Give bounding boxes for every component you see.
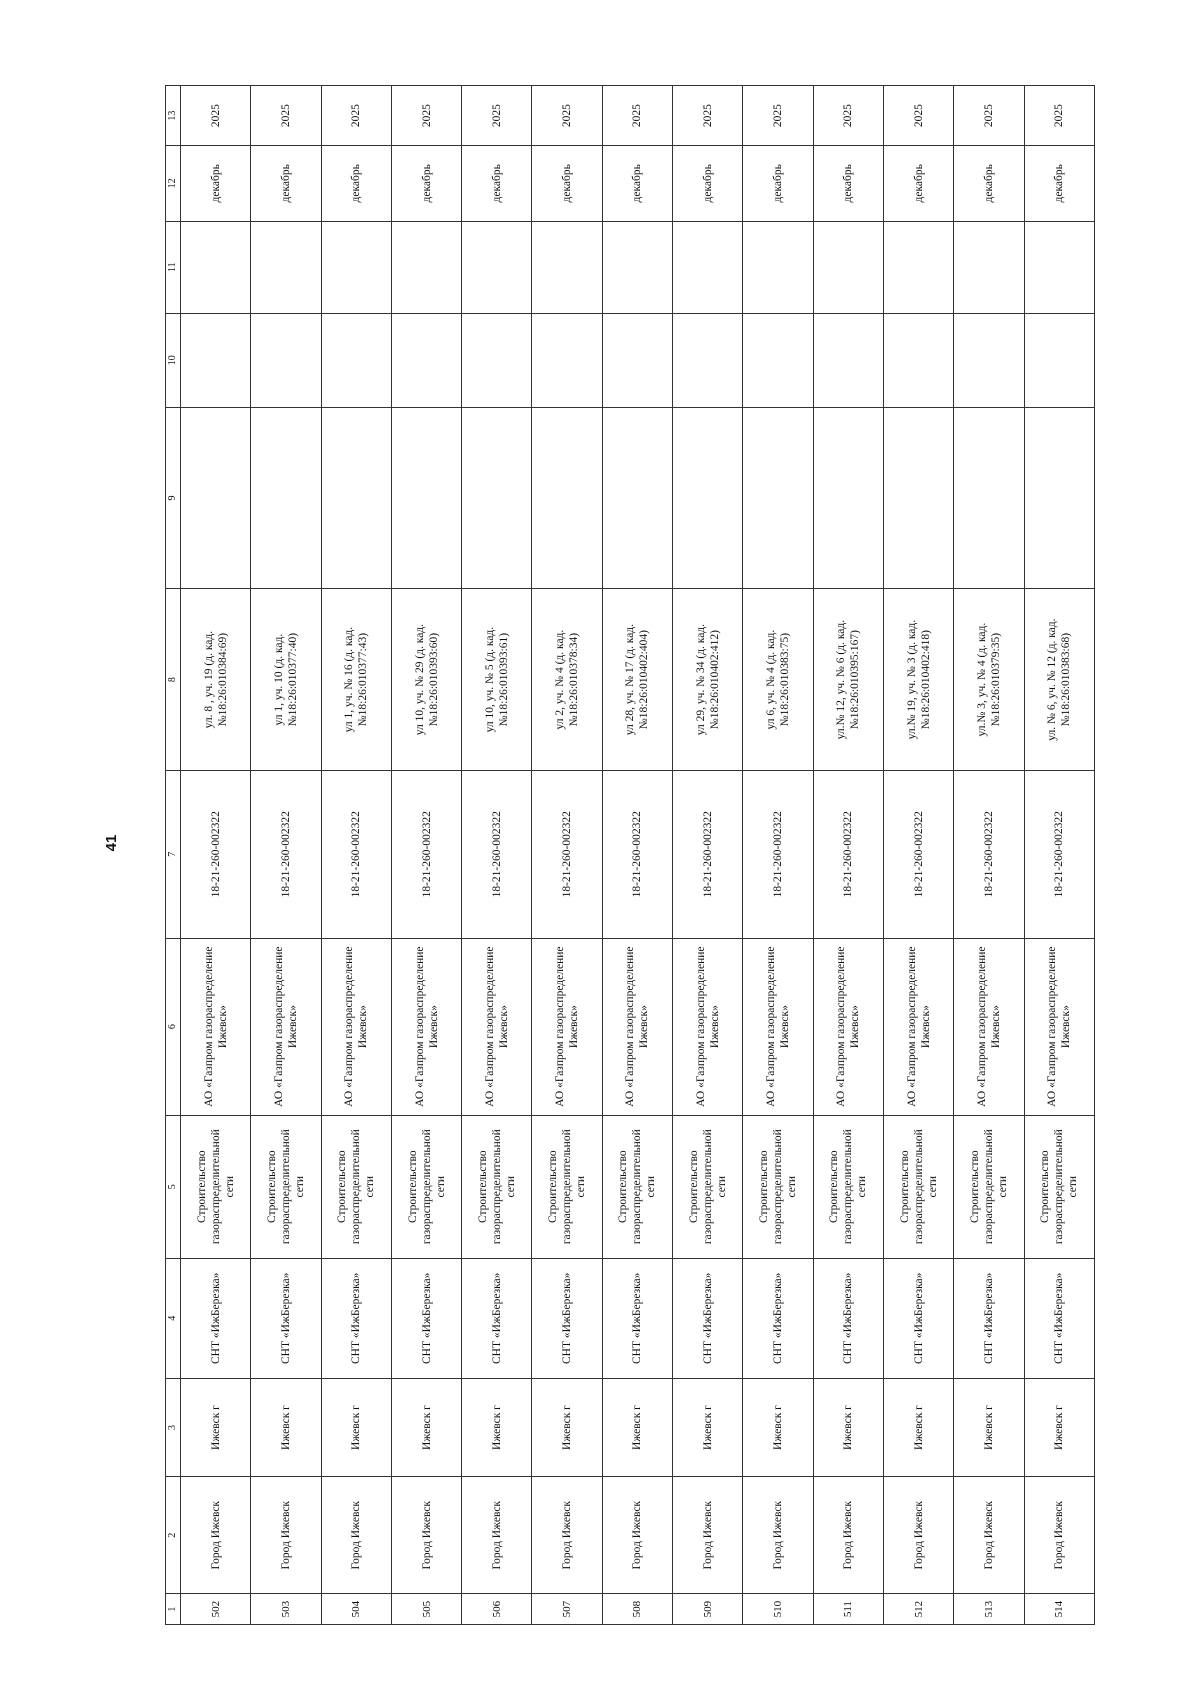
municipality-cell: Город Ижевск	[883, 1477, 953, 1594]
territory-cell: СНТ «ИжБерезка»	[1024, 1258, 1094, 1378]
month-cell: декабрь	[954, 146, 1024, 221]
settlement-cell: Ижевск г	[181, 1378, 251, 1476]
program-code-cell: 18-21-260-002322	[673, 770, 743, 938]
year-cell: 2025	[813, 86, 883, 146]
operator-cell: АО «Газпром газораспределение Ижевск»	[673, 938, 743, 1115]
settlement-cell: Ижевск г	[883, 1378, 953, 1476]
month-cell: декабрь	[813, 146, 883, 221]
address-cell: ул 10, уч. № 5 (д. кад.№18:26:010393:61)	[462, 589, 532, 771]
col11-cell	[883, 221, 953, 313]
program-code-cell: 18-21-260-002322	[954, 770, 1024, 938]
col11-cell	[1024, 221, 1094, 313]
municipality-cell: Город Ижевск	[954, 1477, 1024, 1594]
table-row	[251, 86, 321, 1625]
table-row	[602, 86, 672, 1625]
year-cell: 2025	[954, 86, 1024, 146]
settlement-cell: Ижевск г	[532, 1378, 602, 1476]
address-cell: ул 2, уч. № 4 (д. кад.№18:26:010378:34)	[532, 589, 602, 771]
month-cell: декабрь	[462, 146, 532, 221]
territory-cell: СНТ «ИжБерезка»	[462, 1258, 532, 1378]
work-type-cell: Строительство газораспределительной сети	[813, 1115, 883, 1258]
col11-cell	[743, 221, 813, 313]
year-cell: 2025	[391, 86, 461, 146]
col10-cell	[1024, 313, 1094, 407]
col11-cell	[391, 221, 461, 313]
col9-cell	[743, 407, 813, 589]
program-code-cell: 18-21-260-002322	[743, 770, 813, 938]
address-cell: ул 29, уч. № 34 (д. кад.№18:26:010402:412)	[673, 589, 743, 771]
month-cell: декабрь	[321, 146, 391, 221]
column-number: 5	[166, 1115, 181, 1258]
work-type-cell: Строительство газораспределительной сети	[1024, 1115, 1094, 1258]
row-number-cell: 510	[743, 1594, 813, 1625]
address-cell: ул. 8 , уч. 19 (д. кад.№18:26:010384:69)	[181, 589, 251, 771]
column-number: 8	[166, 589, 181, 771]
gasification-table	[165, 85, 1095, 1625]
settlement-cell: Ижевск г	[1024, 1378, 1094, 1476]
program-code-cell: 18-21-260-002322	[251, 770, 321, 938]
table-body	[166, 86, 1095, 1625]
col11-cell	[673, 221, 743, 313]
territory-cell: СНТ «ИжБерезка»	[813, 1258, 883, 1378]
work-type-cell: Строительство газораспределительной сети	[181, 1115, 251, 1258]
col10-cell	[602, 313, 672, 407]
row-number-cell: 514	[1024, 1594, 1094, 1625]
col11-cell	[813, 221, 883, 313]
row-number-cell: 512	[883, 1594, 953, 1625]
operator-cell: АО «Газпром газораспределение Ижевск»	[954, 938, 1024, 1115]
settlement-cell: Ижевск г	[743, 1378, 813, 1476]
table-row	[743, 86, 813, 1625]
work-type-cell: Строительство газораспределительной сети	[321, 1115, 391, 1258]
table-row	[883, 86, 953, 1625]
program-code-cell: 18-21-260-002322	[602, 770, 672, 938]
col10-cell	[181, 313, 251, 407]
table-row	[813, 86, 883, 1625]
municipality-cell: Город Ижевск	[532, 1477, 602, 1594]
operator-cell: АО «Газпром газораспределение Ижевск»	[813, 938, 883, 1115]
col11-cell	[462, 221, 532, 313]
year-cell: 2025	[602, 86, 672, 146]
col11-cell	[602, 221, 672, 313]
year-cell: 2025	[743, 86, 813, 146]
territory-cell: СНТ «ИжБерезка»	[532, 1258, 602, 1378]
municipality-cell: Город Ижевск	[1024, 1477, 1094, 1594]
territory-cell: СНТ «ИжБерезка»	[743, 1258, 813, 1378]
territory-cell: СНТ «ИжБерезка»	[321, 1258, 391, 1378]
municipality-cell: Город Ижевск	[462, 1477, 532, 1594]
column-number: 4	[166, 1258, 181, 1378]
table-row	[673, 86, 743, 1625]
work-type-cell: Строительство газораспределительной сети	[532, 1115, 602, 1258]
col9-cell	[321, 407, 391, 589]
municipality-cell: Город Ижевск	[743, 1477, 813, 1594]
month-cell: декабрь	[391, 146, 461, 221]
col9-cell	[954, 407, 1024, 589]
col10-cell	[743, 313, 813, 407]
settlement-cell: Ижевск г	[391, 1378, 461, 1476]
territory-cell: СНТ «ИжБерезка»	[602, 1258, 672, 1378]
month-cell: декабрь	[602, 146, 672, 221]
municipality-cell: Город Ижевск	[251, 1477, 321, 1594]
table-row	[181, 86, 251, 1625]
year-cell: 2025	[251, 86, 321, 146]
column-number: 1	[166, 1594, 181, 1625]
month-cell: декабрь	[743, 146, 813, 221]
program-code-cell: 18-21-260-002322	[391, 770, 461, 938]
row-number-cell: 513	[954, 1594, 1024, 1625]
operator-cell: АО «Газпром газораспределение Ижевск»	[602, 938, 672, 1115]
address-cell: ул.№ 12, уч. № 6 (д. кад.№18:26:010395:167)	[813, 589, 883, 771]
month-cell: декабрь	[1024, 146, 1094, 221]
territory-cell: СНТ «ИжБерезка»	[883, 1258, 953, 1378]
col10-cell	[883, 313, 953, 407]
operator-cell: АО «Газпром газораспределение Ижевск»	[1024, 938, 1094, 1115]
work-type-cell: Строительство газораспределительной сети	[743, 1115, 813, 1258]
municipality-cell: Город Ижевск	[813, 1477, 883, 1594]
row-number-cell: 504	[321, 1594, 391, 1625]
settlement-cell: Ижевск г	[251, 1378, 321, 1476]
column-number: 2	[166, 1477, 181, 1594]
col11-cell	[321, 221, 391, 313]
column-number: 6	[166, 938, 181, 1115]
column-number: 10	[166, 313, 181, 407]
page-number: 41	[103, 834, 120, 852]
row-number-cell: 509	[673, 1594, 743, 1625]
program-code-cell: 18-21-260-002322	[813, 770, 883, 938]
work-type-cell: Строительство газораспределительной сети	[251, 1115, 321, 1258]
column-number-row	[166, 86, 181, 1625]
column-number: 3	[166, 1378, 181, 1476]
work-type-cell: Строительство газораспределительной сети	[673, 1115, 743, 1258]
settlement-cell: Ижевск г	[602, 1378, 672, 1476]
year-cell: 2025	[321, 86, 391, 146]
settlement-cell: Ижевск г	[954, 1378, 1024, 1476]
year-cell: 2025	[673, 86, 743, 146]
row-number-cell: 508	[602, 1594, 672, 1625]
column-number: 11	[166, 221, 181, 313]
row-number-cell: 503	[251, 1594, 321, 1625]
address-cell: ул 10, уч. № 29 (д. кад.№18:26:010393:60)	[391, 589, 461, 771]
month-cell: декабрь	[532, 146, 602, 221]
municipality-cell: Город Ижевск	[673, 1477, 743, 1594]
municipality-cell: Город Ижевск	[391, 1477, 461, 1594]
col10-cell	[532, 313, 602, 407]
row-number-cell: 506	[462, 1594, 532, 1625]
col9-cell	[391, 407, 461, 589]
col10-cell	[321, 313, 391, 407]
table-row	[321, 86, 391, 1625]
table-row	[462, 86, 532, 1625]
row-number-cell: 505	[391, 1594, 461, 1625]
address-cell: ул.№ 3, уч. № 4 (д. кад.№18:26:010379:35)	[954, 589, 1024, 771]
col11-cell	[251, 221, 321, 313]
col11-cell	[181, 221, 251, 313]
operator-cell: АО «Газпром газораспределение Ижевск»	[321, 938, 391, 1115]
settlement-cell: Ижевск г	[462, 1378, 532, 1476]
col9-cell	[181, 407, 251, 589]
col11-cell	[954, 221, 1024, 313]
col10-cell	[462, 313, 532, 407]
col10-cell	[391, 313, 461, 407]
address-cell: ул.№ 19, уч. № 3 (д. кад.№18:26:010402:418)	[883, 589, 953, 771]
address-cell: ул 28, уч. № 17 (д. кад.№18:26:010402:404)	[602, 589, 672, 771]
col10-cell	[813, 313, 883, 407]
territory-cell: СНТ «ИжБерезка»	[673, 1258, 743, 1378]
column-number: 7	[166, 770, 181, 938]
operator-cell: АО «Газпром газораспределение Ижевск»	[251, 938, 321, 1115]
year-cell: 2025	[883, 86, 953, 146]
table-row	[532, 86, 602, 1625]
program-code-cell: 18-21-260-002322	[883, 770, 953, 938]
work-type-cell: Строительство газораспределительной сети	[883, 1115, 953, 1258]
work-type-cell: Строительство газораспределительной сети	[391, 1115, 461, 1258]
year-cell: 2025	[532, 86, 602, 146]
month-cell: декабрь	[883, 146, 953, 221]
municipality-cell: Город Ижевск	[181, 1477, 251, 1594]
work-type-cell: Строительство газораспределительной сети	[954, 1115, 1024, 1258]
year-cell: 2025	[1024, 86, 1094, 146]
row-number-cell: 511	[813, 1594, 883, 1625]
operator-cell: АО «Газпром газораспределение Ижевск»	[462, 938, 532, 1115]
table-row	[1024, 86, 1094, 1625]
col9-cell	[532, 407, 602, 589]
col10-cell	[673, 313, 743, 407]
operator-cell: АО «Газпром газораспределение Ижевск»	[883, 938, 953, 1115]
address-cell: ул. № 6, уч. № 12 (д. кад.№18:26:010383:68)	[1024, 589, 1094, 771]
program-code-cell: 18-21-260-002322	[181, 770, 251, 938]
address-cell: ул 1, уч. 10 (д. кад.№18:26:010377:40)	[251, 589, 321, 771]
month-cell: декабрь	[181, 146, 251, 221]
operator-cell: АО «Газпром газораспределение Ижевск»	[743, 938, 813, 1115]
territory-cell: СНТ «ИжБерезка»	[251, 1258, 321, 1378]
work-type-cell: Строительство газораспределительной сети	[462, 1115, 532, 1258]
municipality-cell: Город Ижевск	[602, 1477, 672, 1594]
table-row	[391, 86, 461, 1625]
table-row	[954, 86, 1024, 1625]
col10-cell	[251, 313, 321, 407]
col9-cell	[251, 407, 321, 589]
program-code-cell: 18-21-260-002322	[532, 770, 602, 938]
operator-cell: АО «Газпром газораспределение Ижевск»	[391, 938, 461, 1115]
col9-cell	[883, 407, 953, 589]
settlement-cell: Ижевск г	[321, 1378, 391, 1476]
year-cell: 2025	[181, 86, 251, 146]
territory-cell: СНТ «ИжБерезка»	[391, 1258, 461, 1378]
municipality-cell: Город Ижевск	[321, 1477, 391, 1594]
col9-cell	[602, 407, 672, 589]
col9-cell	[462, 407, 532, 589]
address-cell: ул 1, уч. № 16 (д. кад.№18:26:010377:43)	[321, 589, 391, 771]
col11-cell	[532, 221, 602, 313]
program-code-cell: 18-21-260-002322	[321, 770, 391, 938]
column-number: 9	[166, 407, 181, 589]
col9-cell	[813, 407, 883, 589]
row-number-cell: 507	[532, 1594, 602, 1625]
month-cell: декабрь	[673, 146, 743, 221]
document-table-wrapper	[165, 85, 1095, 1625]
column-number: 12	[166, 146, 181, 221]
territory-cell: СНТ «ИжБерезка»	[181, 1258, 251, 1378]
col9-cell	[1024, 407, 1094, 589]
row-number-cell: 502	[181, 1594, 251, 1625]
column-number: 13	[166, 86, 181, 146]
year-cell: 2025	[462, 86, 532, 146]
program-code-cell: 18-21-260-002322	[1024, 770, 1094, 938]
settlement-cell: Ижевск г	[813, 1378, 883, 1476]
col10-cell	[954, 313, 1024, 407]
month-cell: декабрь	[251, 146, 321, 221]
operator-cell: АО «Газпром газораспределение Ижевск»	[532, 938, 602, 1115]
address-cell: ул 6, уч. № 4 (д. кад.№18:26:010383:75)	[743, 589, 813, 771]
work-type-cell: Строительство газораспределительной сети	[602, 1115, 672, 1258]
program-code-cell: 18-21-260-002322	[462, 770, 532, 938]
territory-cell: СНТ «ИжБерезка»	[954, 1258, 1024, 1378]
settlement-cell: Ижевск г	[673, 1378, 743, 1476]
operator-cell: АО «Газпром газораспределение Ижевск»	[181, 938, 251, 1115]
col9-cell	[673, 407, 743, 589]
